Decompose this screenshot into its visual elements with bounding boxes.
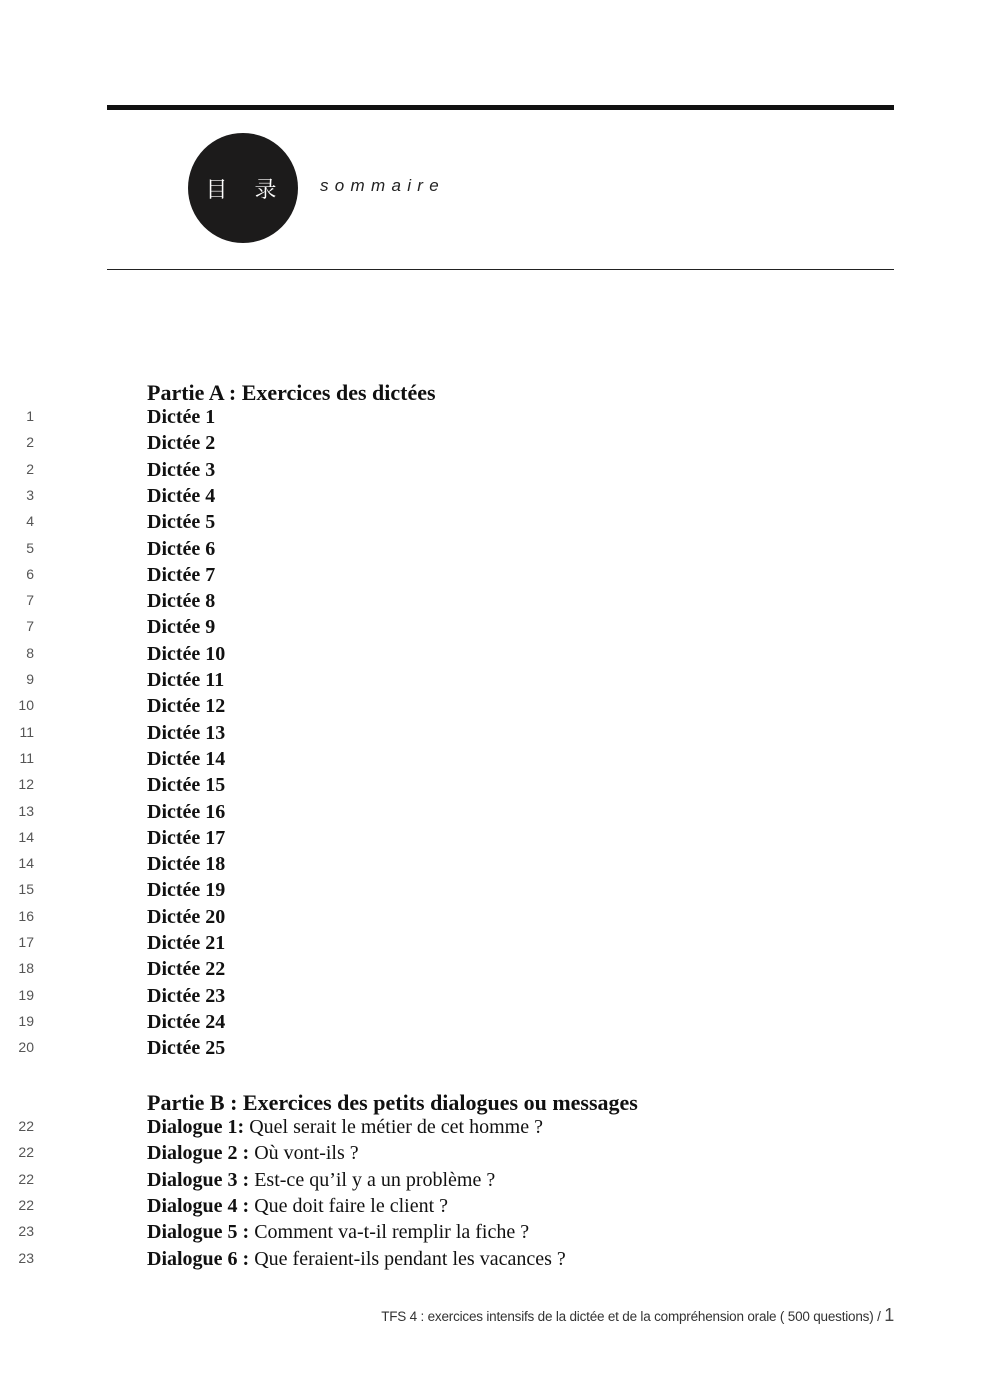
toc-page-number: 13 (18, 802, 34, 819)
header-rule (107, 269, 894, 270)
toc-entry[interactable] (0, 877, 900, 903)
toc-entry-title: Dictée 18 (147, 853, 226, 876)
toc-entry[interactable] (0, 457, 900, 483)
toc-entry-title: Dictée 10 (147, 642, 226, 665)
toc-entry-question: Est-ce qu’il y a un problème ? (249, 1168, 496, 1191)
toc-entry-label (147, 746, 225, 772)
toc-entry[interactable] (0, 1140, 900, 1166)
toc-entry-label (147, 588, 215, 614)
toc-entry-label (147, 956, 225, 982)
toc-entry[interactable] (0, 1219, 900, 1245)
toc-page-number: 17 (18, 934, 34, 950)
toc-entry-label (147, 457, 215, 483)
toc-entry-label (147, 1167, 495, 1193)
toc-entry[interactable] (0, 404, 900, 430)
toc-page-number: 22 (18, 1118, 34, 1134)
toc-entry-label (147, 1114, 543, 1140)
toc-entry[interactable] (0, 956, 900, 982)
toc-entry-label (147, 483, 215, 509)
toc-page-number: 11 (19, 723, 34, 740)
part-a-heading: Partie A : Exercices des dictées (147, 380, 436, 405)
toc-entry[interactable] (0, 1246, 900, 1272)
toc-page-number: 7 (26, 618, 34, 635)
toc-entry[interactable] (0, 825, 900, 851)
toc-page-number: 19 (18, 986, 34, 1003)
toc-entry[interactable] (0, 772, 900, 798)
toc-entry-label (147, 930, 225, 956)
toc-page-number: 22 (18, 1196, 34, 1213)
toc-entry-title: Dictée 8 (147, 590, 216, 613)
toc-entry[interactable] (0, 641, 900, 667)
toc-entry[interactable] (0, 693, 900, 719)
toc-entry-label (147, 904, 225, 930)
toc-entry[interactable] (0, 799, 900, 825)
toc-entry[interactable] (0, 851, 900, 877)
toc-entry-title: Dictée 11 (147, 669, 225, 691)
toc-page-number: 18 (18, 960, 34, 977)
toc-entry[interactable] (0, 509, 900, 535)
toc-entry-title: Dictée 15 (147, 774, 226, 797)
toc-entry-question: Où vont-ils ? (249, 1142, 359, 1165)
toc-entry-label (147, 536, 215, 562)
toc-entry[interactable] (0, 720, 900, 746)
toc-page-number: 7 (26, 592, 34, 609)
toc-page-number: 20 (18, 1039, 34, 1056)
toc-entry-title: Dictée 1 (147, 406, 216, 428)
toc-page-number: 4 (26, 513, 34, 530)
toc-entry-title: Dictée 21 (147, 932, 226, 954)
toc-entry[interactable] (0, 536, 900, 562)
toc-entry-title: Dialogue 4 : (147, 1194, 250, 1217)
toc-entry-label (147, 562, 215, 588)
toc-entry-label (147, 430, 215, 456)
toc-entry-label (147, 1193, 448, 1219)
toc-entry[interactable] (0, 1193, 900, 1219)
toc-entry-question: Que doit faire le client ? (249, 1194, 449, 1217)
toc-entry-title: Dictée 7 (147, 563, 216, 586)
toc-page-number: 16 (18, 907, 34, 924)
toc-page-number: 15 (18, 881, 34, 898)
toc-entry-title: Dictée 9 (147, 616, 216, 639)
toc-entry[interactable] (0, 562, 900, 588)
toc-entry-label (147, 851, 225, 877)
toc-entry[interactable] (0, 983, 900, 1009)
toc-entry-title: Dictée 4 (147, 484, 216, 507)
toc-entry-label (147, 825, 225, 851)
toc-entry[interactable] (0, 746, 900, 772)
toc-entry-title: Dictée 14 (147, 747, 226, 770)
toc-entry-title: Dictée 3 (147, 458, 216, 481)
toc-entry-title: Dialogue 1: (147, 1116, 245, 1138)
toc-entry-label (147, 693, 225, 719)
toc-entry-title: Dialogue 6 : (147, 1247, 250, 1270)
toc-entry-title: Dictée 25 (147, 1037, 226, 1060)
toc-entry[interactable] (0, 588, 900, 614)
toc-entry-title: Dictée 24 (147, 1010, 226, 1033)
toc-entry-title: Dialogue 2 : (147, 1142, 250, 1165)
toc-page-number: 14 (18, 855, 34, 872)
toc-entry-title: Dictée 20 (147, 905, 226, 928)
toc-entry-label (147, 404, 215, 430)
toc-entry-label (147, 983, 225, 1009)
toc-entry[interactable] (0, 430, 900, 456)
toc-entry[interactable] (0, 1009, 900, 1035)
toc-entry-title: Dictée 5 (147, 511, 216, 534)
toc-entry-label (147, 667, 224, 693)
toc-page-number: 6 (26, 565, 34, 582)
toc-page-number: 23 (18, 1223, 34, 1240)
toc-page-number: 14 (18, 828, 34, 845)
toc-entry-question: Quel serait le métier de cet homme ? (244, 1116, 543, 1138)
toc-entry-label (147, 772, 225, 798)
toc-page-number: 10 (18, 697, 34, 714)
toc-entry-title: Dictée 23 (147, 984, 226, 1007)
toc-page-number: 8 (26, 644, 34, 661)
toc-entry-title: Dictée 2 (147, 432, 216, 455)
toc-entry-label (147, 1219, 529, 1245)
toc-entry-title: Dictée 17 (147, 826, 226, 849)
toc-entry[interactable] (0, 667, 900, 693)
toc-entry-title: Dictée 22 (147, 958, 226, 981)
toc-entry[interactable] (0, 1035, 900, 1061)
toc-entry-title: Dictée 19 (147, 879, 226, 902)
toc-entry[interactable] (0, 614, 900, 640)
toc-entry-label (147, 877, 225, 903)
title-circle (188, 133, 298, 243)
toc-entry[interactable] (0, 1114, 900, 1140)
toc-entry-label (147, 799, 225, 825)
toc-page-number: 9 (26, 671, 34, 687)
toc-page-number: 22 (18, 1144, 34, 1161)
toc-page-number: 2 (26, 460, 34, 477)
toc-page-number: 5 (26, 539, 34, 556)
toc-entry-label (147, 1035, 225, 1061)
toc-entry[interactable] (0, 904, 900, 930)
top-rule (107, 105, 894, 110)
chinese-title: 目 录 (205, 177, 287, 203)
toc-entry-title: Dialogue 5 : (147, 1221, 250, 1244)
toc-entry-label (147, 614, 215, 640)
toc-entry-label (147, 720, 225, 746)
toc-page-number: 12 (18, 776, 34, 793)
toc-entry-title: Dictée 13 (147, 721, 226, 744)
toc-entry-title: Dialogue 3 : (147, 1168, 250, 1191)
toc-entry-question: Comment va-t-il remplir la fiche ? (249, 1221, 530, 1244)
toc-page-number: 11 (19, 749, 34, 766)
toc-page-number: 19 (18, 1012, 34, 1029)
toc-entry[interactable] (0, 1167, 900, 1193)
toc-entry-label (147, 1246, 566, 1272)
toc-entry[interactable] (0, 483, 900, 509)
toc-entry-title: Dictée 12 (147, 695, 226, 718)
part-b-heading: Partie B : Exercices des petits dialogues ou messages (147, 1090, 638, 1115)
toc-page-number: 2 (26, 434, 34, 451)
page-number: 1 (884, 1305, 894, 1325)
toc-page-number: 3 (26, 486, 34, 503)
toc-page-number: 23 (18, 1249, 34, 1266)
toc-page-number: 1 (26, 408, 34, 424)
toc-entry-label (147, 1009, 225, 1035)
toc-entry-label (147, 1140, 359, 1166)
footer-text: TFS 4 : exercices intensifs de la dictée et de la compréhension orale ( 500 questions) / (381, 1309, 881, 1324)
toc-page-number: 22 (18, 1170, 34, 1187)
toc-entry-question: Que feraient-ils pendant les vacances ? (249, 1247, 566, 1270)
toc-entry-title: Dictée 6 (147, 537, 216, 560)
toc-entry[interactable] (0, 930, 900, 956)
toc-entry-title: Dictée 16 (147, 800, 226, 823)
page-footer (381, 1305, 894, 1326)
subtitle: sommaire (320, 176, 446, 195)
toc-entry-label (147, 641, 225, 667)
toc-entry-label (147, 509, 215, 535)
